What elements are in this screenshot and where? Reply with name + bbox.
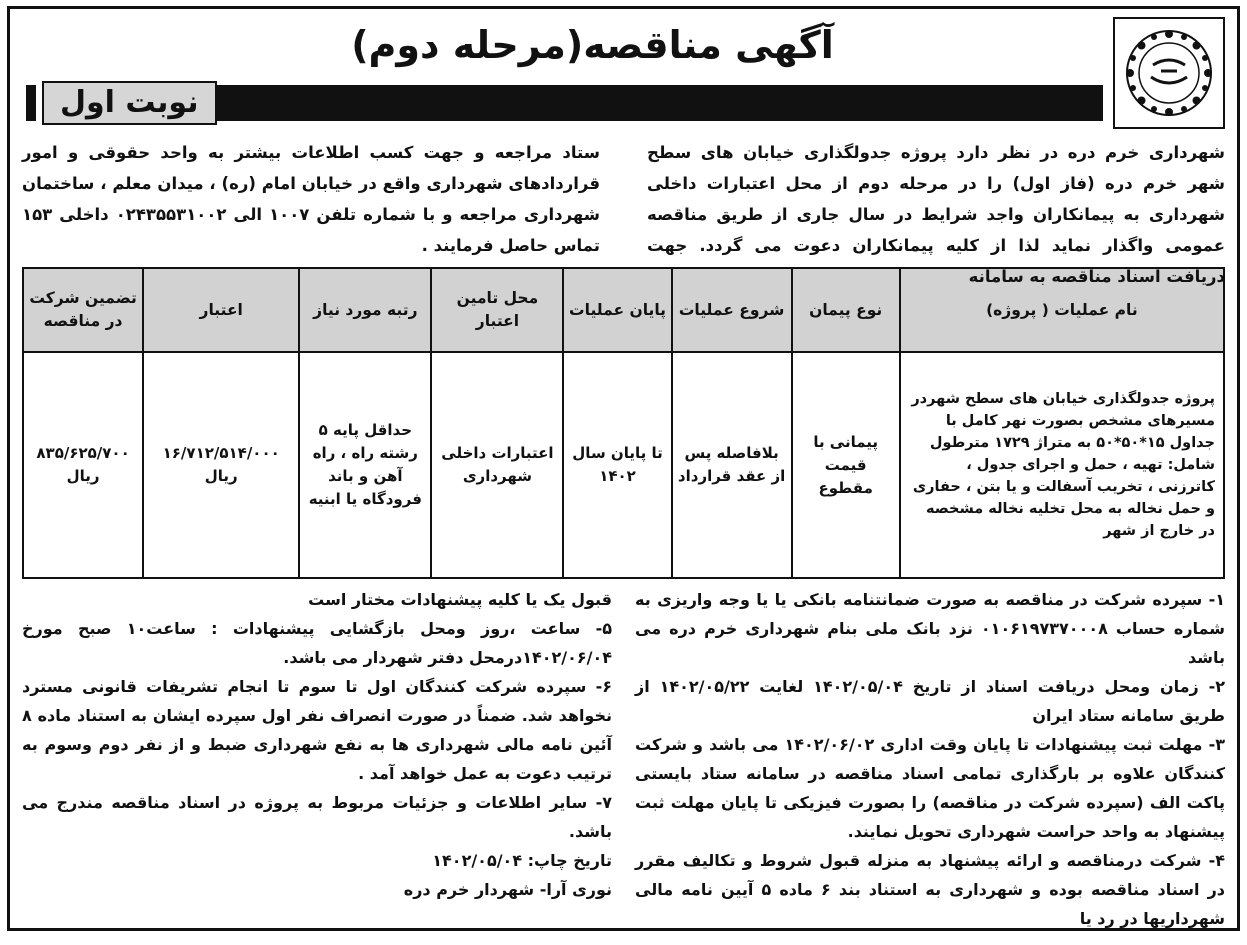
header-credit: اعتبار <box>143 268 299 352</box>
header-start: شروع عملیات <box>672 268 792 352</box>
banner-bar <box>217 85 1103 121</box>
conditions-left <box>22 585 612 933</box>
round-banner <box>22 81 1103 125</box>
table-row <box>23 352 1224 578</box>
conditions <box>22 585 1225 933</box>
condition-7: ۷- سایر اطلاعات و جزئیات مربوط به پروژه در اسناد مناقصه مندرج می باشد. <box>22 793 612 841</box>
project-title: پروژه جدولگذاری خیابان های سطح شهردر مسیرهای مشخص بصورت نهر کامل با جداول ۱۵*۵۰*۵۰ به متراژ ۱۷۲۹ مترطول <box>911 391 1215 451</box>
header-grade: رتبه مورد نیاز <box>299 268 431 352</box>
condition-1: ۱- سپرده شرکت در مناقصه به صورت ضمانتنامه بانکی یا یا وجه واریزی به شماره حساب ۰۱۰۶۱۹۷۳۷۰۰۰۸ نزد بانک ملی بنام شهرداری خرم دره می باشد <box>635 590 1225 667</box>
signature: نوری آرا- شهردار خرم دره <box>403 880 612 899</box>
intro-text <box>22 137 1225 286</box>
tender-notice <box>7 6 1240 931</box>
condition-4: ۴- شرکت درمناقصه و ارائه پیشنهاد به منزله قبول شروط و تکالیف مقرر در اسناد مناقصه بوده و شهرداری به استناد بند ۶ ماده ۵ آیین نامه مالی شهرداریها در رد یا <box>635 851 1226 928</box>
conditions-right <box>635 585 1225 933</box>
intro-right: شهرداری خرم دره در نظر دارد پروژه جدولگذاری خیابان های سطح شهر خرم دره (فاز اول) را در مرحله دوم از محل اعتبارات داخلی شهرداری به پیمانکاران واجد شرایط در سال جاری از طریق مناقصه عمومی واگذار نماید لذا از کلیه پیمانکاران دعوت می گردد. جهت دریافت اسناد مناقصه به سامانه <box>647 143 1225 286</box>
cell-guarantee: ۸۳۵/۶۲۵/۷۰۰ ریال <box>23 352 143 578</box>
municipality-logo <box>1113 17 1225 129</box>
condition-3: ۳- مهلت ثبت پیشنهادات تا پایان وقت اداری ۱۴۰۲/۰۶/۰۲ می باشد و شرکت کنندگان علاوه بر بارگذاری تمامی اسناد مناقصه در سامانه ستاد بایستی پاکت الف (سپرده شرکت در مناقصه) را بصورت فیزیکی تا پایان مهلت ثبت پیشنهاد به واحد حراست شهرداری تحویل نمایند. <box>635 735 1225 841</box>
cell-end: تا پایان سال ۱۴۰۲ <box>563 352 671 578</box>
condition-5: ۵- ساعت ،روز ومحل بازگشایی پیشنهادات : ساعت۱۰ صبح مورخ ۱۴۰۲/۰۶/۰۴درمحل دفتر شهردار می باشد. <box>22 619 613 667</box>
header-guarantee: تضمین شرکت در مناقصه <box>23 268 143 352</box>
logo-emblem-icon <box>1121 25 1217 121</box>
header <box>22 17 1225 135</box>
project-scope: شامل: تهیه ، حمل و اجرای جدول ، کاترزنی ، تخریب آسفالت و یا بتن ، حفاری و حمل نخاله به محل تخلیه نخاله مشخصه در خارج از شهر <box>912 457 1215 539</box>
condition-2: ۲- زمان ومحل دریافت اسناد از تاریخ ۱۴۰۲/۰۵/۰۴ لغایت ۱۴۰۲/۰۵/۲۲ از طریق سامانه ستاد ایران <box>635 677 1226 725</box>
cell-project <box>900 352 1224 578</box>
header-end: پایان عملیات <box>563 268 671 352</box>
cell-start: بلافاصله پس از عقد قرارداد <box>672 352 792 578</box>
print-date: تاریخ چاپ: ۱۴۰۲/۰۵/۰۴ <box>432 851 612 870</box>
cell-credit: ۱۶/۷۱۲/۵۱۴/۰۰۰ ریال <box>143 352 299 578</box>
cell-contract-type: پیمانی با قیمت مقطوع <box>792 352 900 578</box>
notice-title: آگهی مناقصه(مرحله دوم) <box>351 23 834 67</box>
condition-6: ۶- سپرده شرکت کنندگان اول تا سوم تا انجام تشریفات قانونی مسترد نخواهد شد. ضمناً در صورت انصراف نفر اول سپرده ایشان به استناد ماده ۸ آئین نامه مالی شهرداری ها به نفع شهرداری ضبط و از نفر دوم وسوم به ترتیب دعوت به عمل خواهد آمد . <box>22 677 612 783</box>
header-contract-type: نوع پیمان <box>792 268 900 352</box>
intro-left: ستاد مراجعه و جهت کسب اطلاعات بیشتر به واحد حقوقی و امور قراردادهای شهرداری واقع در خیابان امام (ره) ، میدان معلم ، ساختمان شهرداری مراجعه و با شماره تلفن ۱۰۰۷ الی ۰۲۴۳۵۵۳۱۰۰۲ داخلی ۱۵۳ تماس حاصل فرمایند . <box>22 143 600 255</box>
tender-table <box>22 267 1225 579</box>
banner-tail <box>26 85 36 121</box>
cell-funding: اعتبارات داخلی شهرداری <box>431 352 563 578</box>
condition-4-continued: قبول یک یا کلیه پیشنهادات مختار است <box>308 590 612 609</box>
header-funding: محل تامین اعتبار <box>431 268 563 352</box>
cell-grade: حداقل پایه ۵ رشته راه ، راه آهن و باند فرودگاه یا ابنیه <box>299 352 431 578</box>
round-label: نوبت اول <box>42 81 217 125</box>
header-project: نام عملیات ( پروژه) <box>900 268 1224 352</box>
